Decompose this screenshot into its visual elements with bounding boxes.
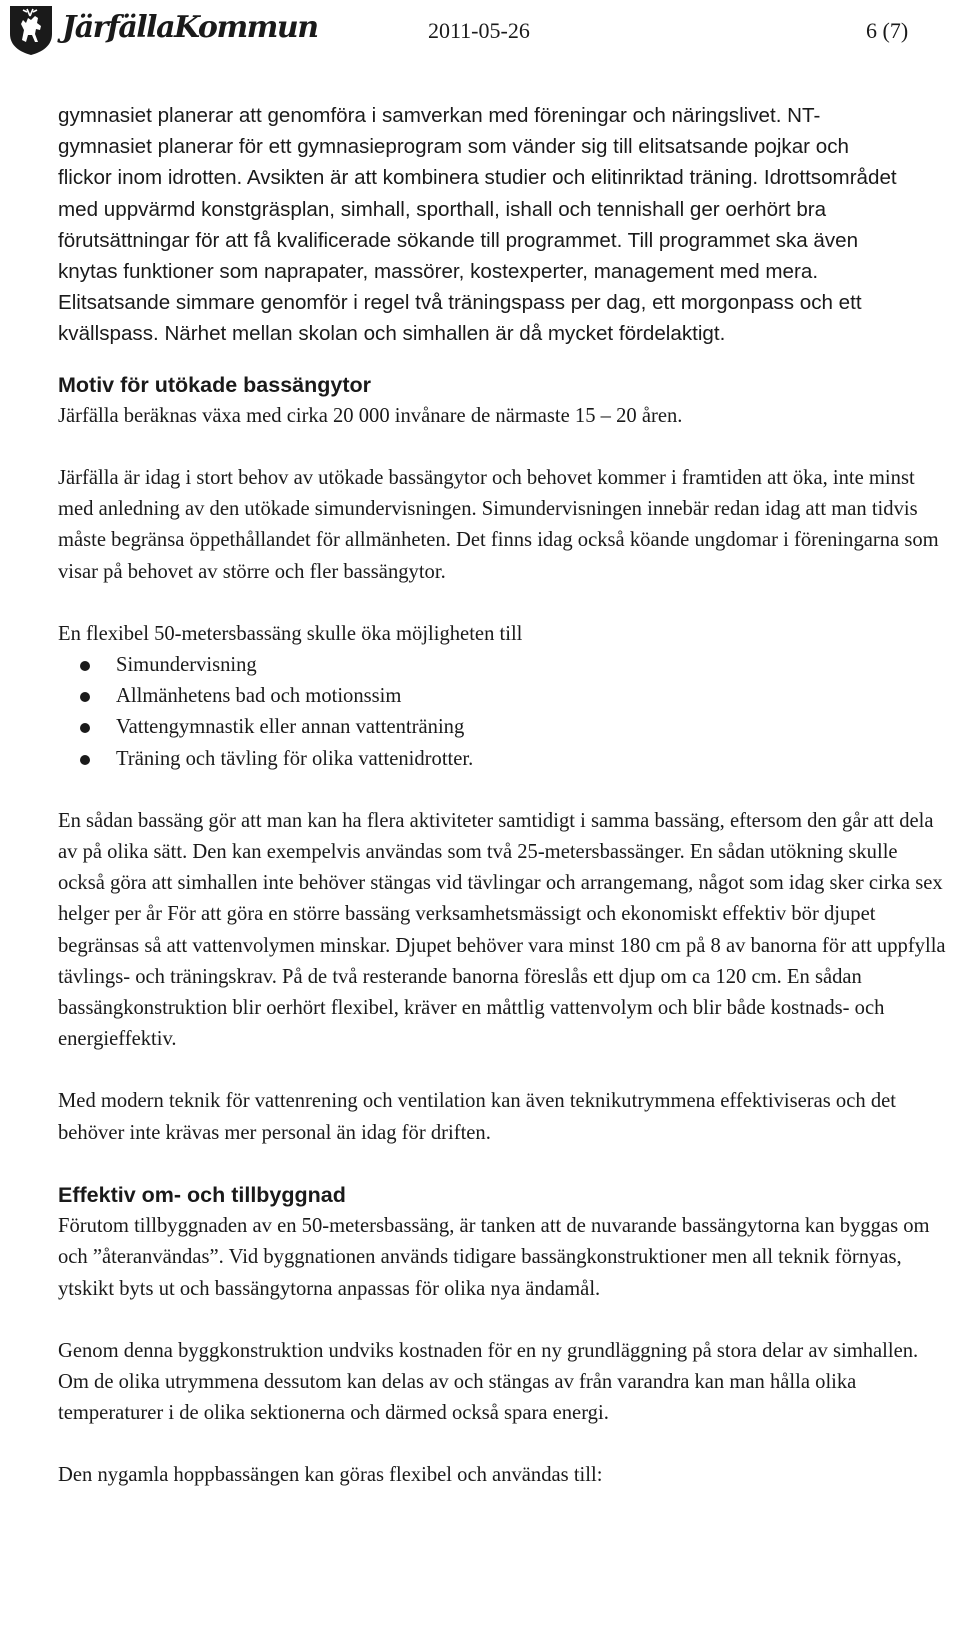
bullet-icon — [80, 692, 90, 702]
page-header — [0, 0, 960, 64]
list-item — [58, 681, 948, 712]
list-item-text: Allmänhetens bad och motionssim — [116, 685, 402, 708]
document-date: 2011-05-26 — [428, 18, 530, 43]
section-heading: Motiv för utökade bassängytor — [58, 372, 371, 397]
list-item-text: Vattengymnastik eller annan vattenträning — [116, 716, 465, 739]
bullet-icon — [80, 723, 90, 733]
paragraph: Förutom tillbyggnaden av en 50-metersbassäng, är tanken att de nuvarande bassängytorna kan byggas om och ”återanvändas”. Vid byggnationen används tidigare bassängkonstruktioner men all teknik förnyas, ytskikt byts ut och bassängytorna anpassas för olika nya ändamål. — [58, 1215, 930, 1300]
bullet-icon — [80, 661, 90, 671]
paragraph: Genom denna byggkonstruktion undviks kostnaden för en ny grundläggning på stora delar av simhallen. Om de olika utrymmena dessutom kan delas av och stängas av från varandra kan man hålla olika temperaturer i de olika sektionerna och därmed också spara energi. — [58, 1339, 919, 1425]
paragraph: En sådan bassäng gör att man kan ha flera aktiviteter samtidigt i samma bassäng, eftersom den går att dela av på olika sätt. Den kan exempelvis användas som två 25-metersbassänger. En sådan utökning skulle också göra att simhallen inte behöver stängas vid tävlingar och arrangemang, något som idag sker cirka sex helger per år För att göra en större bassäng verksamhetsmässigt och ekonomiskt effektiv bör djupet begränsas så att vattenvolymen minskar. Djupet behöver vara minst 180 cm på 8 av banorna för att uppfylla tävlings- och träningskrav. På de två resterande banorna föreslås ett djup om ca 120 cm. En sådan bassängkonstruktion blir oerhört flexibel, kräver en måttlig vattenvolym och blir både kostnads- och energieffektiv. — [58, 809, 946, 1051]
paragraph: Med modern teknik för vattenrening och ventilation kan även teknikutrymmena effektiviseras och det behöver inte krävas mer personal än idag för driften. — [58, 1090, 896, 1144]
municipal-crest-icon — [8, 4, 54, 56]
paragraph: gymnasiet planerar att genomföra i samverkan med föreningar och näringslivet. NT-gymnasiet planerar för ett gymnasieprogram som vänder sig till elitsatsande pojkar och flickor inom idrotten. Avsikten är att kombinera studier och elitinriktad träning. Idrottsområdet med uppvärmd konstgräsplan, simhall, sporthall, ishall och tennishall ger oerhört bra förutsättningar för att få kvalificerade sökande till programmet. Till programmet ska även knytas funktioner som naprapater, massörer, kostexperter, management med mera. Elitsatsande simmare genomför i regel två träningspass per dag, ett morgonpass och ett kvällspass. Närhet mellan skolan och simhallen är då mycket fördelaktigt. — [58, 104, 897, 346]
page-number: 6 (7) — [866, 18, 909, 43]
list-item — [58, 744, 948, 775]
logo-wordmark: JärfällaKommun — [62, 10, 318, 45]
paragraph: Järfälla beräknas växa med cirka 20 000 invånare de närmaste 15 – 20 åren. — [58, 404, 683, 427]
list-item-text: Simundervisning — [116, 654, 257, 677]
list-item-text: Träning och tävling för olika vattenidrotter. — [116, 747, 474, 770]
paragraph: Järfälla är idag i stort behov av utökade bassängytor och behovet kommer i framtiden att öka, inte minst med anledning av den utökade simundervisningen. Simundervisningen innebär redan idag att man tidvis måste begränsa öppethållandet för allmänheten. Det finns idag också köande ungdomar i föreningarna som visar på behovet av större och fler bassängytor. — [58, 467, 939, 583]
bullet-list — [58, 650, 948, 775]
paragraph: Den nygamla hoppbassängen kan göras flexibel och användas till: — [58, 1464, 603, 1487]
bullet-icon — [80, 755, 90, 765]
paragraph: En flexibel 50-metersbassäng skulle öka möjligheten till — [58, 622, 523, 645]
list-item — [58, 650, 948, 681]
document-body — [58, 100, 948, 1492]
section-heading: Effektiv om- och tillbyggnad — [58, 1182, 346, 1207]
list-item — [58, 712, 948, 743]
